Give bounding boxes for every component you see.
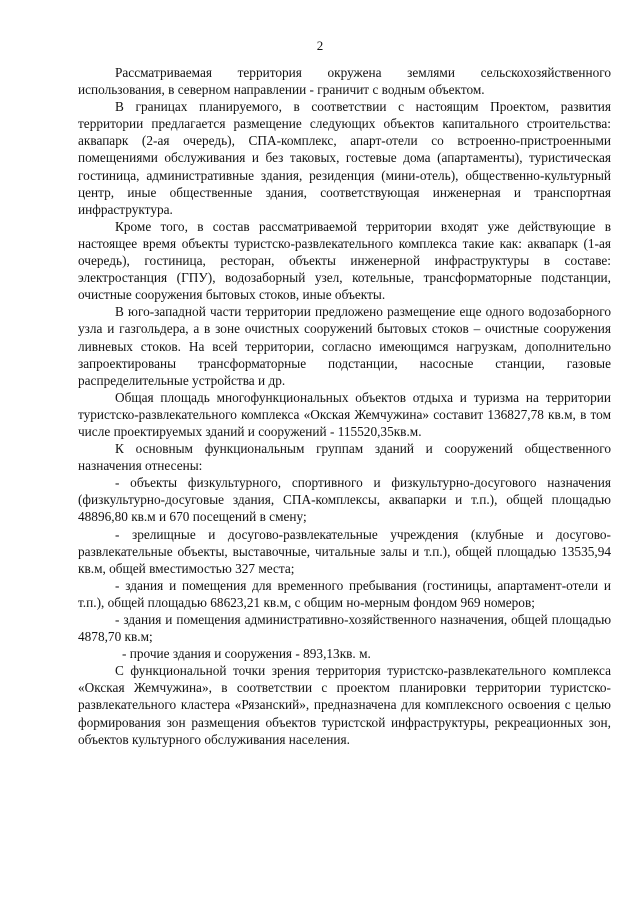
document-body xyxy=(78,64,611,748)
paragraph: Общая площадь многофункциональных объектов отдыха и туризма на территории туристско-развлекательного комплекса «Окская Жемчужина» составит 136827,78 кв.м, в том числе проектируемых зданий и сооружений - 115520,35кв.м. xyxy=(78,389,611,439)
paragraph: Рассматриваемая территория окружена землями сельскохозяйственного использования, в северном направлении - граничит с водным объектом. xyxy=(78,65,611,98)
list-item: - здания и помещения административно-хозяйственного назначения, общей площадью 4878,70 кв.м; xyxy=(78,612,611,645)
list-item: - здания и помещения для временного пребывания (гостиницы, апартамент-отели и т.п.), общей площадью 68623,21 кв.м, с общим но-мерным фондом 969 номеров; xyxy=(78,577,611,610)
paragraph: К основным функциональным группам зданий и сооружений общественного назначения отнесены: xyxy=(78,441,611,474)
paragraph: С функциональной точки зрения территория туристско-развлекательного комплекса «Окская Жемчужина», в соответствии с проектом планировки территории туристско-развлекательного кластера «Рязанский», предназначена для комплексного освоения с целью формирования зон размещения объектов туристской инфраструктуры, рекреационных зон, объектов культурного обслуживания населения. xyxy=(78,663,611,747)
paragraph: В границах планируемого, в соответствии с настоящим Проектом, развития территории предлагается размещение следующих объектов капитального строительства: аквапарк (2-ая очередь), СПА-комплекс, апарт-отели со встроенно-пристроенными помещениями обслуживания и без таковых, гостевые дома (апартаменты), туристическая гостиница, административные здания, резиденция (мини-отель), общественно-культурный центр, иные общественные здания, соответствующая инженерная и транспортная инфраструктура. xyxy=(78,99,611,217)
list-item: - зрелищные и досугово-развлекательные учреждения (клубные и досугово-развлекательные объекты, выставочные, читальные залы и т.п.), общей площадью 13535,94 кв.м, общей вместимостью 327 места; xyxy=(78,526,611,576)
page-number: 2 xyxy=(316,38,324,53)
list-item: - прочие здания и сооружения - 893,13кв. м. xyxy=(122,646,371,662)
paragraph: В юго-западной части территории предложено размещение еще одного водозаборного узла и газгольдера, а в зоне очистных сооружений бытовых стоков – очистные сооружения ливневых стоков. На всей территории, согласно имеющимся нагрузкам, дополнительно запроектированы трансформаторные подстанции, насосные станции, газовые распределительные устройства и др. xyxy=(78,304,611,388)
paragraph: Кроме того, в состав рассматриваемой территории входят уже действующие в настоящее время объекты туристско-развлекательного комплекса такие как: аквапарк (1-ая очередь), гостиница, ресторан, объекты инженерной инфраструктуры в составе: электростанция (ГПУ), водозаборный узел, котельные, трансформаторные подстанции, очистные сооружения бытовых стоков, иные объекты. xyxy=(78,218,611,303)
list-item: - объекты физкультурного, спортивного и физкультурно-досугового назначения (физкультурно-досуговые здания, СПА-комплексы, аквапарки и т.п.), общей площадью 48896,80 кв.м и 670 посещений в смену; xyxy=(78,475,611,525)
